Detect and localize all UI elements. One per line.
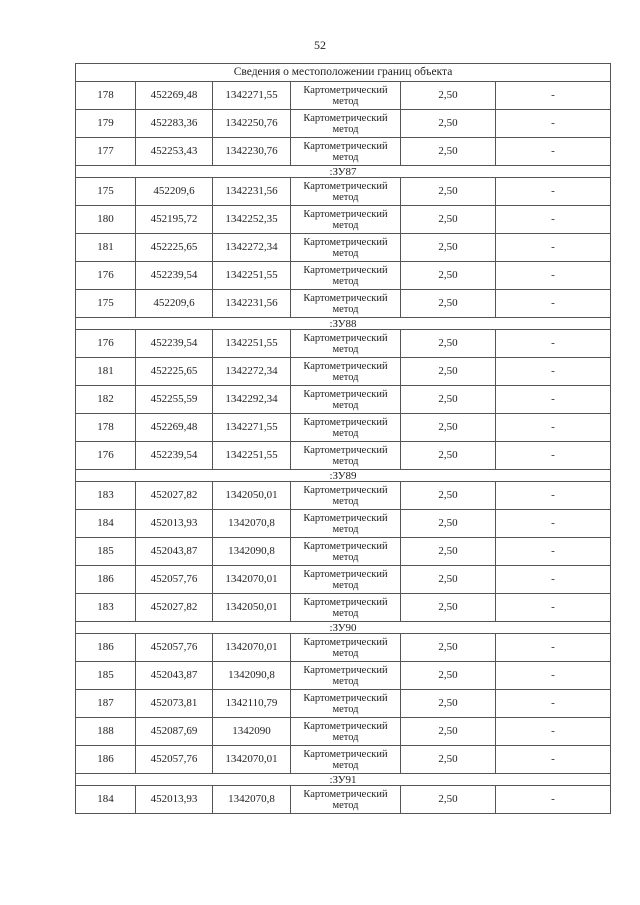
table-row <box>76 510 611 538</box>
point-number: 175 <box>76 178 136 206</box>
accuracy: 2,50 <box>401 510 496 538</box>
method-line1: Картометрический <box>303 748 388 760</box>
method-line2: метод <box>332 675 359 687</box>
coord-x: 452225,65 <box>136 358 213 386</box>
description: - <box>496 414 611 442</box>
method-cell <box>291 566 401 594</box>
coord-y: 1342090 <box>213 718 291 746</box>
description: - <box>496 566 611 594</box>
accuracy: 2,50 <box>401 358 496 386</box>
table-row <box>76 330 611 358</box>
method-line2: метод <box>332 219 359 231</box>
method-cell <box>291 442 401 470</box>
section-row <box>76 622 611 634</box>
description: - <box>496 662 611 690</box>
coord-x: 452269,48 <box>136 414 213 442</box>
description: - <box>496 786 611 814</box>
accuracy: 2,50 <box>401 386 496 414</box>
method-line2: метод <box>332 551 359 563</box>
coord-x: 452057,76 <box>136 746 213 774</box>
table-row <box>76 482 611 510</box>
accuracy: 2,50 <box>401 690 496 718</box>
method-line2: метод <box>332 703 359 715</box>
method-line1: Картометрический <box>303 596 388 608</box>
method-line2: метод <box>332 759 359 771</box>
method-line2: метод <box>332 799 359 811</box>
coord-y: 1342252,35 <box>213 206 291 234</box>
method-cell <box>291 206 401 234</box>
method-line2: метод <box>332 731 359 743</box>
coord-x: 452057,76 <box>136 566 213 594</box>
method-cell <box>291 262 401 290</box>
accuracy: 2,50 <box>401 110 496 138</box>
point-number: 179 <box>76 110 136 138</box>
coord-x: 452255,59 <box>136 386 213 414</box>
coord-y: 1342251,55 <box>213 330 291 358</box>
table-row <box>76 662 611 690</box>
description: - <box>496 690 611 718</box>
method-cell <box>291 358 401 386</box>
coord-x: 452043,87 <box>136 538 213 566</box>
point-number: 180 <box>76 206 136 234</box>
accuracy: 2,50 <box>401 414 496 442</box>
description: - <box>496 442 611 470</box>
description: - <box>496 510 611 538</box>
table-row <box>76 110 611 138</box>
description: - <box>496 482 611 510</box>
point-number: 175 <box>76 290 136 318</box>
coord-y: 1342251,55 <box>213 442 291 470</box>
coord-x: 452073,81 <box>136 690 213 718</box>
method-line2: метод <box>332 303 359 315</box>
method-line1: Картометрический <box>303 416 388 428</box>
method-line2: метод <box>332 455 359 467</box>
table-row <box>76 358 611 386</box>
coord-y: 1342050,01 <box>213 594 291 622</box>
coord-y: 1342070,01 <box>213 634 291 662</box>
table-header-row <box>76 64 611 82</box>
coord-x: 452087,69 <box>136 718 213 746</box>
method-line1: Картометрический <box>303 236 388 248</box>
section-title: :ЗУ90 <box>76 622 611 634</box>
accuracy: 2,50 <box>401 206 496 234</box>
description: - <box>496 386 611 414</box>
method-cell <box>291 138 401 166</box>
coord-y: 1342090,8 <box>213 538 291 566</box>
coord-x: 452195,72 <box>136 206 213 234</box>
coord-y: 1342292,34 <box>213 386 291 414</box>
method-line2: метод <box>332 427 359 439</box>
point-number: 178 <box>76 82 136 110</box>
method-line2: метод <box>332 247 359 259</box>
coord-x: 452209,6 <box>136 178 213 206</box>
method-line1: Картометрический <box>303 444 388 456</box>
coord-x: 452027,82 <box>136 482 213 510</box>
method-cell <box>291 330 401 358</box>
method-cell <box>291 234 401 262</box>
method-cell <box>291 290 401 318</box>
method-line1: Картометрический <box>303 512 388 524</box>
method-line1: Картометрический <box>303 360 388 372</box>
method-cell <box>291 594 401 622</box>
accuracy: 2,50 <box>401 290 496 318</box>
method-line1: Картометрический <box>303 664 388 676</box>
point-number: 181 <box>76 358 136 386</box>
method-line1: Картометрический <box>303 180 388 192</box>
method-line2: метод <box>332 495 359 507</box>
method-cell <box>291 110 401 138</box>
coord-x: 452225,65 <box>136 234 213 262</box>
point-number: 188 <box>76 718 136 746</box>
accuracy: 2,50 <box>401 594 496 622</box>
section-title: :ЗУ91 <box>76 774 611 786</box>
description: - <box>496 138 611 166</box>
point-number: 176 <box>76 262 136 290</box>
coord-y: 1342231,56 <box>213 290 291 318</box>
method-line1: Картометрический <box>303 112 388 124</box>
accuracy: 2,50 <box>401 482 496 510</box>
coord-y: 1342230,76 <box>213 138 291 166</box>
point-number: 186 <box>76 634 136 662</box>
description: - <box>496 110 611 138</box>
point-number: 178 <box>76 414 136 442</box>
method-cell <box>291 662 401 690</box>
point-number: 183 <box>76 594 136 622</box>
method-line2: метод <box>332 607 359 619</box>
accuracy: 2,50 <box>401 662 496 690</box>
table-row <box>76 786 611 814</box>
coord-x: 452239,54 <box>136 330 213 358</box>
point-number: 176 <box>76 330 136 358</box>
method-line2: метод <box>332 647 359 659</box>
description: - <box>496 178 611 206</box>
method-line2: метод <box>332 275 359 287</box>
method-cell <box>291 178 401 206</box>
coord-x: 452269,48 <box>136 82 213 110</box>
table-body <box>76 64 611 814</box>
coord-x: 452013,93 <box>136 510 213 538</box>
method-line1: Картометрический <box>303 292 388 304</box>
method-cell <box>291 482 401 510</box>
table-row <box>76 746 611 774</box>
coord-x: 452057,76 <box>136 634 213 662</box>
point-number: 184 <box>76 510 136 538</box>
method-line2: метод <box>332 151 359 163</box>
coord-y: 1342231,56 <box>213 178 291 206</box>
section-row <box>76 470 611 482</box>
description: - <box>496 746 611 774</box>
accuracy: 2,50 <box>401 82 496 110</box>
coord-y: 1342070,01 <box>213 566 291 594</box>
point-number: 185 <box>76 538 136 566</box>
coord-y: 1342050,01 <box>213 482 291 510</box>
method-cell <box>291 718 401 746</box>
accuracy: 2,50 <box>401 634 496 662</box>
method-cell <box>291 414 401 442</box>
section-title: :ЗУ89 <box>76 470 611 482</box>
description: - <box>496 358 611 386</box>
method-cell <box>291 538 401 566</box>
coord-y: 1342070,8 <box>213 786 291 814</box>
description: - <box>496 330 611 358</box>
section-title: :ЗУ87 <box>76 166 611 178</box>
accuracy: 2,50 <box>401 234 496 262</box>
point-number: 185 <box>76 662 136 690</box>
coord-x: 452027,82 <box>136 594 213 622</box>
table-row <box>76 262 611 290</box>
coord-x: 452283,36 <box>136 110 213 138</box>
accuracy: 2,50 <box>401 442 496 470</box>
method-line2: метод <box>332 123 359 135</box>
method-line2: метод <box>332 371 359 383</box>
method-cell <box>291 746 401 774</box>
table-row <box>76 566 611 594</box>
table-row <box>76 178 611 206</box>
point-number: 187 <box>76 690 136 718</box>
method-line1: Картометрический <box>303 636 388 648</box>
section-title: :ЗУ88 <box>76 318 611 330</box>
method-cell <box>291 510 401 538</box>
point-number: 184 <box>76 786 136 814</box>
method-line1: Картометрический <box>303 568 388 580</box>
coord-x: 452013,93 <box>136 786 213 814</box>
description: - <box>496 718 611 746</box>
table-row <box>76 634 611 662</box>
method-line1: Картометрический <box>303 84 388 96</box>
method-line1: Картометрический <box>303 332 388 344</box>
coord-y: 1342271,55 <box>213 82 291 110</box>
coord-y: 1342070,8 <box>213 510 291 538</box>
description: - <box>496 290 611 318</box>
description: - <box>496 262 611 290</box>
table-row <box>76 538 611 566</box>
table-header: Сведения о местоположении границ объекта <box>76 64 611 82</box>
method-line2: метод <box>332 579 359 591</box>
section-row <box>76 774 611 786</box>
table-row <box>76 690 611 718</box>
point-number: 183 <box>76 482 136 510</box>
coordinates-table <box>75 63 611 814</box>
section-row <box>76 318 611 330</box>
coord-x: 452239,54 <box>136 442 213 470</box>
point-number: 186 <box>76 566 136 594</box>
method-line1: Картометрический <box>303 484 388 496</box>
point-number: 176 <box>76 442 136 470</box>
accuracy: 2,50 <box>401 746 496 774</box>
coord-y: 1342272,34 <box>213 234 291 262</box>
accuracy: 2,50 <box>401 178 496 206</box>
point-number: 177 <box>76 138 136 166</box>
accuracy: 2,50 <box>401 566 496 594</box>
table-row <box>76 442 611 470</box>
table-row <box>76 234 611 262</box>
method-line1: Картометрический <box>303 208 388 220</box>
method-cell <box>291 634 401 662</box>
table-row <box>76 206 611 234</box>
method-line1: Картометрический <box>303 388 388 400</box>
coord-y: 1342090,8 <box>213 662 291 690</box>
method-cell <box>291 786 401 814</box>
coord-y: 1342070,01 <box>213 746 291 774</box>
coord-y: 1342250,76 <box>213 110 291 138</box>
method-cell <box>291 386 401 414</box>
method-line2: метод <box>332 95 359 107</box>
description: - <box>496 634 611 662</box>
coord-x: 452253,43 <box>136 138 213 166</box>
table-row <box>76 290 611 318</box>
method-line1: Картометрический <box>303 540 388 552</box>
method-line2: метод <box>332 523 359 535</box>
coord-x: 452239,54 <box>136 262 213 290</box>
description: - <box>496 594 611 622</box>
table-row <box>76 82 611 110</box>
coord-x: 452209,6 <box>136 290 213 318</box>
coord-x: 452043,87 <box>136 662 213 690</box>
table-row <box>76 138 611 166</box>
page-number: 52 <box>314 38 326 52</box>
accuracy: 2,50 <box>401 138 496 166</box>
method-line1: Картометрический <box>303 788 388 800</box>
method-line2: метод <box>332 191 359 203</box>
method-line1: Картометрический <box>303 692 388 704</box>
point-number: 186 <box>76 746 136 774</box>
accuracy: 2,50 <box>401 262 496 290</box>
description: - <box>496 82 611 110</box>
table-row <box>76 414 611 442</box>
coord-y: 1342271,55 <box>213 414 291 442</box>
accuracy: 2,50 <box>401 718 496 746</box>
method-cell <box>291 82 401 110</box>
table-row <box>76 594 611 622</box>
table-row <box>76 386 611 414</box>
description: - <box>496 206 611 234</box>
method-line2: метод <box>332 399 359 411</box>
section-row <box>76 166 611 178</box>
description: - <box>496 538 611 566</box>
coord-y: 1342251,55 <box>213 262 291 290</box>
coord-y: 1342272,34 <box>213 358 291 386</box>
method-line1: Картометрический <box>303 720 388 732</box>
method-cell <box>291 690 401 718</box>
description: - <box>496 234 611 262</box>
accuracy: 2,50 <box>401 786 496 814</box>
coord-y: 1342110,79 <box>213 690 291 718</box>
point-number: 182 <box>76 386 136 414</box>
table-row <box>76 718 611 746</box>
accuracy: 2,50 <box>401 330 496 358</box>
method-line1: Картометрический <box>303 264 388 276</box>
point-number: 181 <box>76 234 136 262</box>
accuracy: 2,50 <box>401 538 496 566</box>
method-line1: Картометрический <box>303 140 388 152</box>
method-line2: метод <box>332 343 359 355</box>
